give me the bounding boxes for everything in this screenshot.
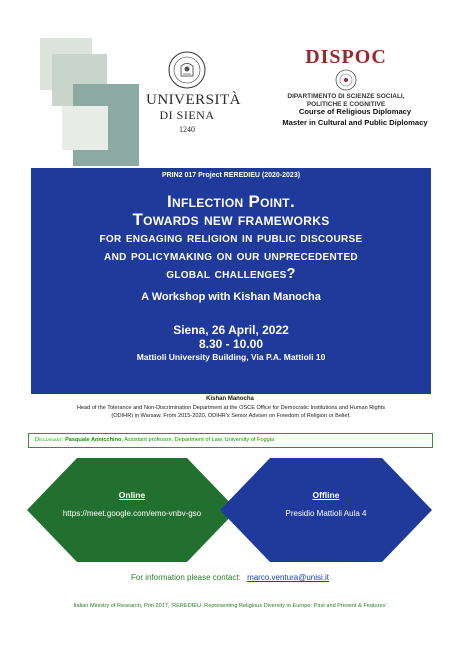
offline-location: Presidio Mattioli Aula 4 <box>285 509 367 518</box>
footer-funding: Italian Ministry of Research, Prin 2017, 'REREDIEU. Representing Religious Diversity in Europe: Past and Present & Features' <box>73 603 387 609</box>
course-line-2: Master in Cultural and Public Diplomacy <box>282 118 428 127</box>
project-label: PRIN2 017 Project REREDIEU (2020-2023) <box>161 172 301 179</box>
unisi-year: 1240 <box>179 125 195 134</box>
contact-email-link[interactable]: marco.ventura@unisi.it <box>247 573 329 582</box>
discussant-box <box>28 433 433 448</box>
online-hexagon[interactable] <box>27 458 237 562</box>
event-panel <box>31 168 431 394</box>
dispoc-title: DISPOC <box>305 46 387 68</box>
offline-title: Offline <box>312 490 340 500</box>
unisi-seal-icon <box>167 50 207 90</box>
course-line-1: Course of Religious Diplomacy <box>298 107 412 116</box>
discussant-name: Pasquale Annicchino <box>65 437 122 443</box>
contact-text: For information please contact: <box>130 573 241 582</box>
unisi-name: UNIVERSITÀ <box>146 92 241 108</box>
dispoc-seal-icon <box>333 69 359 91</box>
speaker-name: Kishan Manocha <box>206 396 254 402</box>
discussant-label: Discussant: <box>35 437 64 443</box>
dispoc-logo <box>286 46 406 109</box>
contact-line <box>0 573 460 582</box>
offline-hexagon <box>220 458 432 562</box>
decor-square-4 <box>62 106 108 150</box>
event-place: Mattioli University Building, Via P.A. Mattioli 10 <box>136 352 326 362</box>
unisi-sub: DI SIENA <box>159 108 215 122</box>
event-time: 8.30 - 10.00 <box>198 337 264 351</box>
dispoc-department: DIPARTIMENTO DI SCIENZE SOCIALI, POLITICHE E COGNITIVE <box>287 93 405 108</box>
course-info <box>270 106 440 128</box>
event-date: Siena, 26 April, 2022 <box>173 323 289 337</box>
discussant-role: , Assistant professor, Department of Law, University of Foggia <box>121 437 275 443</box>
event-title: Inflection Point. Towards new frameworks for engaging religion in public discourse and policymaking on our unprecedented global challenges? <box>99 192 363 282</box>
online-title: Online <box>118 490 146 500</box>
unisi-logo <box>146 50 241 134</box>
online-link[interactable]: https://meet.google.com/emo-vnbv-gso <box>62 509 202 518</box>
event-subtitle: A Workshop with Kishan Manocha <box>141 291 321 303</box>
speaker-bio: Head of the Tolerance and Non-Discrimination Department at the OSCE Office for Democratic Institutions and Human Rights (ODIHR) in Warsaw. From 2015-2020, ODIHR's Senior Adviser on Freedom of Religion or Belief. <box>76 405 386 419</box>
